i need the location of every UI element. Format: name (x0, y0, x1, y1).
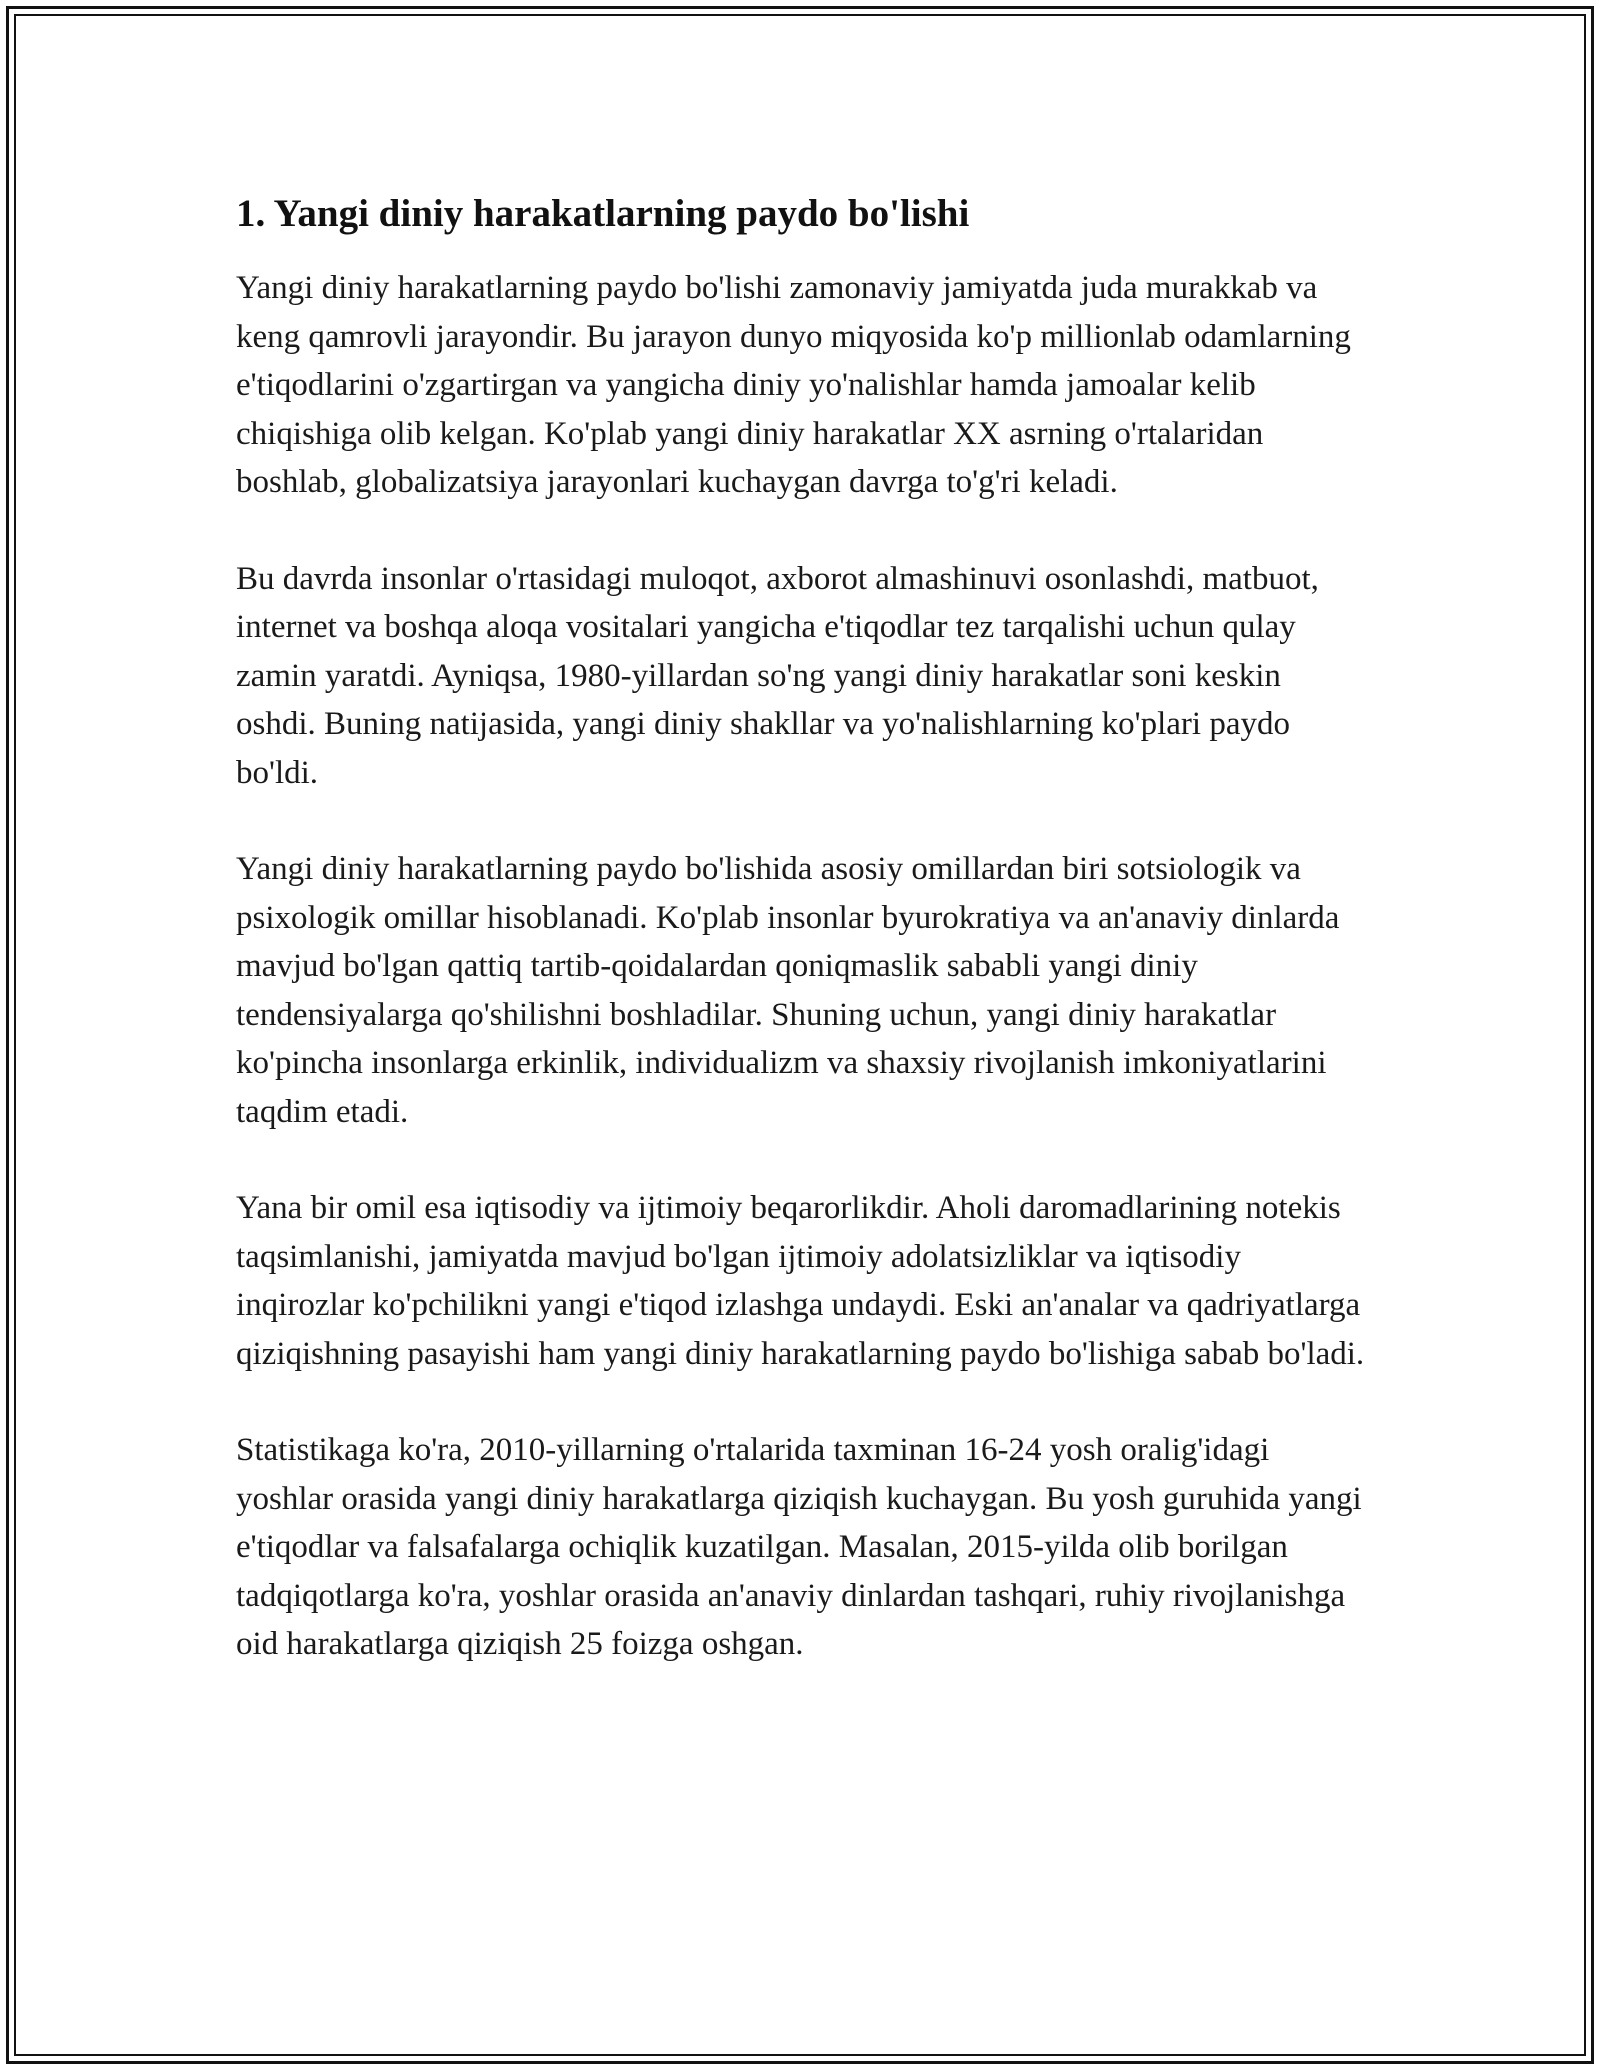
paragraph-4: Yana bir omil esa iqtisodiy va ijtimoiy beqarorlikdir. Aholi daromadlarining notekis taqsimlanishi, jamiyatda mavjud bo'lgan ijtimoiy adolatsizliklar va iqtisodiy inqirozlar ko'pchilikni yangi e'tiqod izlashga undaydi. Eski an'analar va qadriyatlarga qiziqishning pasayishi ham yangi diniy harakatlarning paydo bo'lishiga sabab bo'ladi. (236, 1190, 1365, 1372)
section-title: 1. Yangi diniy harakatlarning paydo bo'lishi (236, 192, 970, 235)
document-body (236, 186, 1366, 1717)
paragraph-1: Yangi diniy harakatlarning paydo bo'lishi zamonaviy jamiyatda juda murakkab va keng qamrovli jarayondir. Bu jarayon dunyo miqyosida ko'p millionlab odamlarning e'tiqodlarini o'zgartirgan va yangicha diniy yo'nalishlar hamda jamoalar kelib chiqishiga olib kelgan. Ko'plab yangi diniy harakatlar XX asrning o'rtalaridan boshlab, globalizatsiya jarayonlari kuchaygan davrga to'g'ri keladi. (236, 270, 1351, 500)
paragraph-2: Bu davrda insonlar o'rtasidagi muloqot, axborot almashinuvi osonlashdi, matbuot, internet va boshqa aloqa vositalari yangicha e'tiqodlar tez tarqalishi uchun qulay zamin yaratdi. Ayniqsa, 1980-yillardan so'ng yangi diniy harakatlar soni keskin oshdi. Buning natijasida, yangi diniy shakllar va yo'nalishlarning ko'plari paydo bo'ldi. (236, 560, 1319, 791)
paragraph-5: Statistikaga ko'ra, 2010-yillarning o'rtalarida taxminan 16-24 yosh oralig'idagi yoshlar orasida yangi diniy harakatlarga qiziqish kuchaygan. Bu yosh guruhida yangi e'tiqodlar va falsafalarga ochiqlik kuzatilgan. Masalan, 2015-yilda olib borilgan tadqiqotlarga ko'ra, yoshlar orasida an'anaviy dinlardan tashqari, ruhiy rivojlanishga oid harakatlarga qiziqish 25 foizga oshgan. (236, 1432, 1362, 1662)
paragraph-3: Yangi diniy harakatlarning paydo bo'lishida asosiy omillardan biri sotsiologik va psixologik omillar hisoblanadi. Ko'plab insonlar byurokratiya va an'anaviy dinlarda mavjud bo'lgan qattiq tartib-qoidalardan qoniqmaslik sababli yangi diniy tendensiyalarga qo'shilishni boshladilar. Shuning uchun, yangi diniy harakatlar ko'pincha insonlarga erkinlik, individualizm va shaxsiy rivojlanish imkoniyatlarini taqdim etadi. (236, 851, 1340, 1130)
